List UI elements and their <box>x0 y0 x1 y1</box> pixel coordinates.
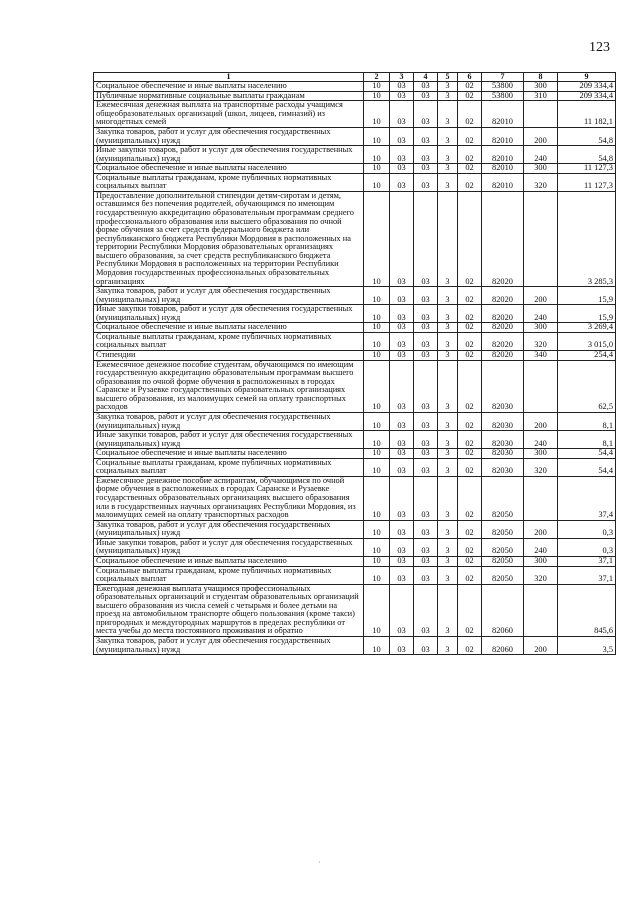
program-cell: 03 <box>414 637 438 655</box>
event-cell: 02 <box>458 412 482 430</box>
event-cell: 02 <box>458 173 482 191</box>
amount-cell: 845,6 <box>558 584 616 636</box>
direction-cell: 82020 <box>482 351 524 361</box>
table-row <box>94 584 616 636</box>
subsection-cell: 03 <box>390 566 414 584</box>
section-cell: 10 <box>364 637 390 655</box>
event-cell: 02 <box>458 323 482 333</box>
header-cell: 5 <box>438 73 458 82</box>
section-cell: 10 <box>364 191 390 286</box>
table-row <box>94 458 616 476</box>
table-row <box>94 476 616 520</box>
section-cell: 10 <box>364 476 390 520</box>
subsection-cell: 03 <box>390 412 414 430</box>
event-cell: 02 <box>458 127 482 145</box>
subsection-cell: 03 <box>390 101 414 128</box>
event-cell: 02 <box>458 305 482 323</box>
subsection-cell: 03 <box>390 287 414 305</box>
subprogram-cell: 3 <box>438 287 458 305</box>
direction-cell: 82020 <box>482 332 524 350</box>
expense-type-cell <box>524 476 558 520</box>
subprogram-cell: 3 <box>438 323 458 333</box>
expense-type-cell: 320 <box>524 173 558 191</box>
direction-cell: 82020 <box>482 305 524 323</box>
amount-cell: 15,9 <box>558 305 616 323</box>
direction-cell: 82030 <box>482 449 524 459</box>
item-name-cell: Социальное обеспечение и иные выплаты населению <box>94 164 364 174</box>
subsection-cell: 03 <box>390 458 414 476</box>
expense-type-cell <box>524 191 558 286</box>
table-row <box>94 305 616 323</box>
expense-type-cell: 240 <box>524 146 558 164</box>
amount-cell: 37,4 <box>558 476 616 520</box>
expense-type-cell: 200 <box>524 127 558 145</box>
table-row <box>94 637 616 655</box>
program-cell: 03 <box>414 173 438 191</box>
subprogram-cell: 3 <box>438 173 458 191</box>
subsection-cell: 03 <box>390 520 414 538</box>
item-name-cell: Социальное обеспечение и иные выплаты населению <box>94 556 364 566</box>
header-cell: 2 <box>364 73 390 82</box>
section-cell: 10 <box>364 431 390 449</box>
header-cell: 8 <box>524 73 558 82</box>
program-cell: 03 <box>414 82 438 92</box>
section-cell: 10 <box>364 412 390 430</box>
section-cell: 10 <box>364 164 390 174</box>
subprogram-cell: 3 <box>438 520 458 538</box>
budget-table <box>93 72 616 655</box>
program-cell: 03 <box>414 449 438 459</box>
item-name-cell: Социальные выплаты гражданам, кроме публичных нормативных социальных выплат <box>94 332 364 350</box>
event-cell: 02 <box>458 164 482 174</box>
direction-cell: 82050 <box>482 520 524 538</box>
table-body <box>94 82 616 655</box>
direction-cell: 82030 <box>482 458 524 476</box>
event-cell: 02 <box>458 146 482 164</box>
header-cell: 3 <box>390 73 414 82</box>
subsection-cell: 03 <box>390 164 414 174</box>
table-row <box>94 146 616 164</box>
program-cell: 03 <box>414 458 438 476</box>
item-name-cell: Закупка товаров, работ и услуг для обеспечения государственных (муниципальных) нужд <box>94 520 364 538</box>
event-cell: 02 <box>458 584 482 636</box>
amount-cell: 3,5 <box>558 637 616 655</box>
event-cell: 02 <box>458 637 482 655</box>
header-row <box>94 73 616 82</box>
table-row <box>94 91 616 101</box>
table-row <box>94 101 616 128</box>
direction-cell: 82050 <box>482 538 524 556</box>
item-name-cell: Социальное обеспечение и иные выплаты населению <box>94 323 364 333</box>
section-cell: 10 <box>364 520 390 538</box>
event-cell: 02 <box>458 538 482 556</box>
program-cell: 03 <box>414 476 438 520</box>
subprogram-cell: 3 <box>438 82 458 92</box>
section-cell: 10 <box>364 305 390 323</box>
section-cell: 10 <box>364 173 390 191</box>
subprogram-cell: 3 <box>438 566 458 584</box>
header-cell: 7 <box>482 73 524 82</box>
section-cell: 10 <box>364 146 390 164</box>
expense-type-cell <box>524 360 558 412</box>
expense-type-cell <box>524 584 558 636</box>
item-name-cell: Иные закупки товаров, работ и услуг для обеспечения государственных (муниципальных) нужд <box>94 431 364 449</box>
subsection-cell: 03 <box>390 538 414 556</box>
amount-cell: 54,8 <box>558 127 616 145</box>
table-row <box>94 191 616 286</box>
amount-cell: 3 015,0 <box>558 332 616 350</box>
table-row <box>94 520 616 538</box>
direction-cell: 82050 <box>482 476 524 520</box>
table-row <box>94 566 616 584</box>
direction-cell: 82030 <box>482 431 524 449</box>
expense-type-cell: 340 <box>524 351 558 361</box>
expense-type-cell: 200 <box>524 520 558 538</box>
table-row <box>94 323 616 333</box>
item-name-cell: Закупка товаров, работ и услуг для обеспечения государственных (муниципальных) нужд <box>94 412 364 430</box>
amount-cell: 54,4 <box>558 449 616 459</box>
subprogram-cell: 3 <box>438 91 458 101</box>
subprogram-cell: 3 <box>438 584 458 636</box>
amount-cell: 8,1 <box>558 412 616 430</box>
item-name-cell: Закупка товаров, работ и услуг для обеспечения государственных (муниципальных) нужд <box>94 287 364 305</box>
subprogram-cell: 3 <box>438 637 458 655</box>
direction-cell: 82020 <box>482 287 524 305</box>
subsection-cell: 03 <box>390 82 414 92</box>
subsection-cell: 03 <box>390 360 414 412</box>
header-cell: 9 <box>558 73 616 82</box>
direction-cell: 82010 <box>482 164 524 174</box>
direction-cell: 53800 <box>482 91 524 101</box>
program-cell: 03 <box>414 191 438 286</box>
event-cell: 02 <box>458 431 482 449</box>
item-name-cell: Предоставление дополнительной стипендии детям-сиротам и детям, оставшимся без попечения родителей, обучающимся по имеющим государственную аккредитацию образовательным программам среднего профессионального образования или высшего образования по очной форме обучения за счет средств федерального бюджета или республиканского бюджета Республики Мордовия в расположенных на территории Республики Мордовия образовательных организациях высшего образования, за счет средств республиканского бюджета Республики Мордовия в расположенных на территории Республики Мордовия государственных профессиональных образовательных организациях <box>94 191 364 286</box>
table-row <box>94 164 616 174</box>
amount-cell: 0,3 <box>558 538 616 556</box>
subprogram-cell: 3 <box>438 191 458 286</box>
section-cell: 10 <box>364 538 390 556</box>
amount-cell: 54,8 <box>558 146 616 164</box>
amount-cell: 11 182,1 <box>558 101 616 128</box>
section-cell: 10 <box>364 566 390 584</box>
event-cell: 02 <box>458 360 482 412</box>
expense-type-cell: 240 <box>524 431 558 449</box>
expense-type-cell: 300 <box>524 164 558 174</box>
section-cell: 10 <box>364 449 390 459</box>
subprogram-cell: 3 <box>438 127 458 145</box>
direction-cell: 53800 <box>482 82 524 92</box>
item-name-cell: Социальные выплаты гражданам, кроме публичных нормативных социальных выплат <box>94 173 364 191</box>
amount-cell: 37,1 <box>558 566 616 584</box>
subprogram-cell: 3 <box>438 538 458 556</box>
subsection-cell: 03 <box>390 351 414 361</box>
subsection-cell: 03 <box>390 323 414 333</box>
item-name-cell: Ежегодная денежная выплата учащимся профессиональных образовательных организаций и студентам образовательных организаций высшего образования из числа семей с четырьмя и более детьми на проезд на автомобильном транспорте общего пользования (кроме такси) пригородных и междугородных маршрутов в пределах республики от места учебы до места постоянного проживания и обратно <box>94 584 364 636</box>
section-cell: 10 <box>364 556 390 566</box>
table-row <box>94 332 616 350</box>
amount-cell: 54,4 <box>558 458 616 476</box>
event-cell: 02 <box>458 520 482 538</box>
subsection-cell: 03 <box>390 556 414 566</box>
program-cell: 03 <box>414 351 438 361</box>
program-cell: 03 <box>414 431 438 449</box>
expense-type-cell: 320 <box>524 458 558 476</box>
direction-cell: 82050 <box>482 566 524 584</box>
table-row <box>94 412 616 430</box>
direction-cell: 82020 <box>482 323 524 333</box>
amount-cell: 15,9 <box>558 287 616 305</box>
item-name-cell: Ежемесячная денежная выплата на транспортные расходы учащимся общеобразовательных организаций (школ, лицеев, гимназий) из многодетных семей <box>94 101 364 128</box>
item-name-cell: Социальное обеспечение и иные выплаты населению <box>94 449 364 459</box>
event-cell: 02 <box>458 476 482 520</box>
table-header <box>94 73 616 82</box>
program-cell: 03 <box>414 164 438 174</box>
table-row <box>94 556 616 566</box>
program-cell: 03 <box>414 287 438 305</box>
amount-cell: 3 269,4 <box>558 323 616 333</box>
table-row <box>94 360 616 412</box>
subprogram-cell: 3 <box>438 332 458 350</box>
subprogram-cell: 3 <box>438 449 458 459</box>
section-cell: 10 <box>364 127 390 145</box>
program-cell: 03 <box>414 538 438 556</box>
program-cell: 03 <box>414 323 438 333</box>
header-cell: 4 <box>414 73 438 82</box>
expense-type-cell: 320 <box>524 332 558 350</box>
subsection-cell: 03 <box>390 332 414 350</box>
expense-type-cell: 200 <box>524 287 558 305</box>
amount-cell: 254,4 <box>558 351 616 361</box>
subprogram-cell: 3 <box>438 305 458 323</box>
table-row <box>94 351 616 361</box>
subprogram-cell: 3 <box>438 146 458 164</box>
expense-type-cell: 240 <box>524 538 558 556</box>
item-name-cell: Социальное обеспечение и иные выплаты населению <box>94 82 364 92</box>
expense-type-cell: 310 <box>524 91 558 101</box>
program-cell: 03 <box>414 91 438 101</box>
item-name-cell: Закупка товаров, работ и услуг для обеспечения государственных (муниципальных) нужд <box>94 127 364 145</box>
direction-cell: 82060 <box>482 584 524 636</box>
section-cell: 10 <box>364 82 390 92</box>
event-cell: 02 <box>458 287 482 305</box>
amount-cell: 209 334,4 <box>558 91 616 101</box>
expense-type-cell: 300 <box>524 82 558 92</box>
subprogram-cell: 3 <box>438 412 458 430</box>
program-cell: 03 <box>414 305 438 323</box>
direction-cell: 82010 <box>482 101 524 128</box>
subprogram-cell: 3 <box>438 556 458 566</box>
program-cell: 03 <box>414 520 438 538</box>
amount-cell: 209 334,4 <box>558 82 616 92</box>
item-name-cell: Ежемесячное денежное пособие аспирантам, обучающимся по очной форме обучения в расположенных в городах Саранске и Рузаевке государственных образовательных организациях высшего образования или в государственных научных организациях Республики Мордовия, из малоимущих семей на оплату транспортных расходов <box>94 476 364 520</box>
table-row <box>94 82 616 92</box>
item-name-cell: Закупка товаров, работ и услуг для обеспечения государственных (муниципальных) нужд <box>94 637 364 655</box>
item-name-cell: Иные закупки товаров, работ и услуг для обеспечения государственных (муниципальных) нужд <box>94 146 364 164</box>
item-name-cell: Социальные выплаты гражданам, кроме публичных нормативных социальных выплат <box>94 458 364 476</box>
table-row <box>94 431 616 449</box>
expense-type-cell: 200 <box>524 637 558 655</box>
section-cell: 10 <box>364 360 390 412</box>
subsection-cell: 03 <box>390 305 414 323</box>
program-cell: 03 <box>414 127 438 145</box>
subsection-cell: 03 <box>390 449 414 459</box>
subsection-cell: 03 <box>390 127 414 145</box>
amount-cell: 37,1 <box>558 556 616 566</box>
event-cell: 02 <box>458 351 482 361</box>
amount-cell: 0,3 <box>558 520 616 538</box>
footer-mark: · <box>318 858 321 867</box>
expense-type-cell: 300 <box>524 556 558 566</box>
direction-cell: 82060 <box>482 637 524 655</box>
event-cell: 02 <box>458 332 482 350</box>
header-cell: 6 <box>458 73 482 82</box>
direction-cell: 82030 <box>482 412 524 430</box>
section-cell: 10 <box>364 101 390 128</box>
program-cell: 03 <box>414 101 438 128</box>
subsection-cell: 03 <box>390 584 414 636</box>
direction-cell: 82020 <box>482 191 524 286</box>
program-cell: 03 <box>414 566 438 584</box>
amount-cell: 62,5 <box>558 360 616 412</box>
subprogram-cell: 3 <box>438 458 458 476</box>
direction-cell: 82010 <box>482 127 524 145</box>
event-cell: 02 <box>458 82 482 92</box>
section-cell: 10 <box>364 584 390 636</box>
subsection-cell: 03 <box>390 146 414 164</box>
section-cell: 10 <box>364 332 390 350</box>
program-cell: 03 <box>414 146 438 164</box>
subsection-cell: 03 <box>390 476 414 520</box>
page-number: 123 <box>589 40 610 55</box>
direction-cell: 82050 <box>482 556 524 566</box>
section-cell: 10 <box>364 323 390 333</box>
subprogram-cell: 3 <box>438 360 458 412</box>
direction-cell: 82010 <box>482 173 524 191</box>
item-name-cell: Социальные выплаты гражданам, кроме публичных нормативных социальных выплат <box>94 566 364 584</box>
event-cell: 02 <box>458 458 482 476</box>
event-cell: 02 <box>458 449 482 459</box>
amount-cell: 3 285,3 <box>558 191 616 286</box>
item-name-cell: Иные закупки товаров, работ и услуг для обеспечения государственных (муниципальных) нужд <box>94 538 364 556</box>
expense-type-cell: 300 <box>524 449 558 459</box>
event-cell: 02 <box>458 191 482 286</box>
subsection-cell: 03 <box>390 637 414 655</box>
subprogram-cell: 3 <box>438 431 458 449</box>
program-cell: 03 <box>414 360 438 412</box>
expense-type-cell: 300 <box>524 323 558 333</box>
table-row <box>94 173 616 191</box>
direction-cell: 82030 <box>482 360 524 412</box>
table-row <box>94 127 616 145</box>
subprogram-cell: 3 <box>438 351 458 361</box>
subprogram-cell: 3 <box>438 101 458 128</box>
item-name-cell: Стипендии <box>94 351 364 361</box>
table-row <box>94 449 616 459</box>
direction-cell: 82010 <box>482 146 524 164</box>
expense-type-cell: 200 <box>524 412 558 430</box>
amount-cell: 11 127,3 <box>558 164 616 174</box>
table-row <box>94 538 616 556</box>
item-name-cell: Ежемесячное денежное пособие студентам, обучающимся по имеющим государственную аккредитацию образовательным программам высшего образования по очной форме обучения в расположенных в городах Саранске и Рузаевке государственных образовательных организациях высшего образования, из малоимущих семей на оплату транспортных расходов <box>94 360 364 412</box>
item-name-cell: Иные закупки товаров, работ и услуг для обеспечения государственных (муниципальных) нужд <box>94 305 364 323</box>
item-name-cell: Публичные нормативные социальные выплаты гражданам <box>94 91 364 101</box>
program-cell: 03 <box>414 556 438 566</box>
program-cell: 03 <box>414 332 438 350</box>
expense-type-cell <box>524 101 558 128</box>
subprogram-cell: 3 <box>438 164 458 174</box>
header-cell: 1 <box>94 73 364 82</box>
table-row <box>94 287 616 305</box>
subsection-cell: 03 <box>390 91 414 101</box>
subsection-cell: 03 <box>390 191 414 286</box>
subprogram-cell: 3 <box>438 476 458 520</box>
section-cell: 10 <box>364 91 390 101</box>
amount-cell: 11 127,3 <box>558 173 616 191</box>
expense-type-cell: 320 <box>524 566 558 584</box>
section-cell: 10 <box>364 351 390 361</box>
event-cell: 02 <box>458 91 482 101</box>
section-cell: 10 <box>364 287 390 305</box>
event-cell: 02 <box>458 101 482 128</box>
subsection-cell: 03 <box>390 431 414 449</box>
expense-type-cell: 240 <box>524 305 558 323</box>
event-cell: 02 <box>458 566 482 584</box>
subsection-cell: 03 <box>390 173 414 191</box>
amount-cell: 8,1 <box>558 431 616 449</box>
program-cell: 03 <box>414 412 438 430</box>
program-cell: 03 <box>414 584 438 636</box>
section-cell: 10 <box>364 458 390 476</box>
event-cell: 02 <box>458 556 482 566</box>
